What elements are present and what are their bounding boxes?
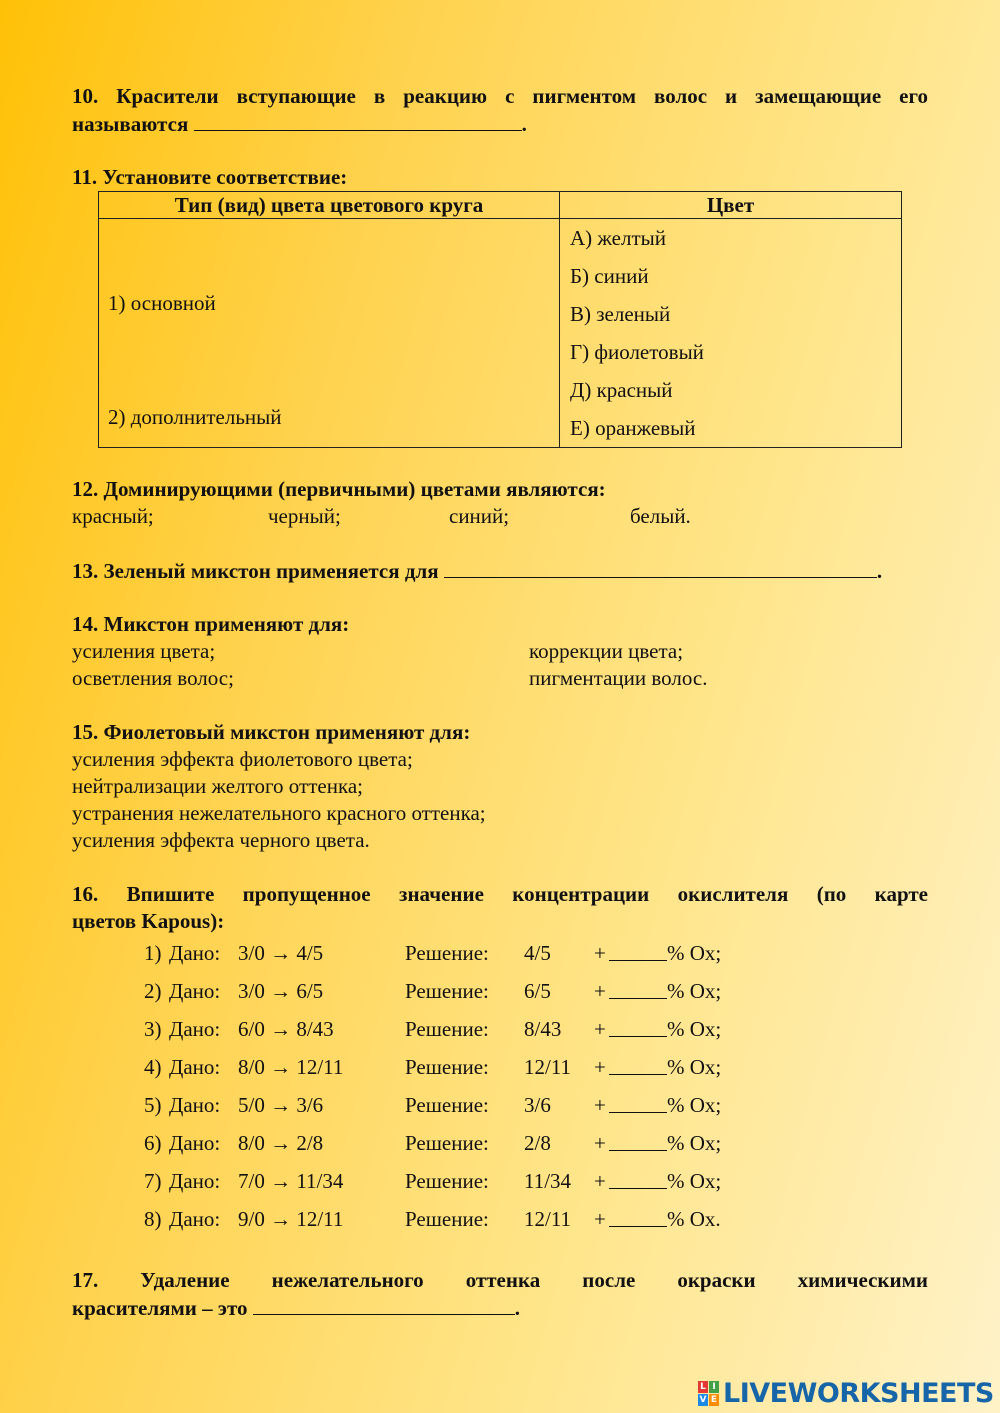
q13-text: 13. Зеленый микстон применяется для [72, 559, 439, 583]
logo-mark-e: E [710, 1394, 718, 1405]
q16-given-value: 6/0 → 8/43 [238, 1017, 334, 1041]
q16-row-num: 3) [144, 1017, 162, 1041]
q16-suffix: % Ox; [667, 1131, 722, 1155]
q14-option-4[interactable]: пигментации волос. [529, 666, 708, 690]
q16-plus: + [594, 941, 606, 965]
header-color: Цвет [560, 192, 902, 219]
logo-text: LIVEWORKSHEETS [723, 1377, 994, 1409]
q16-plus: + [594, 1017, 606, 1041]
q14-title: 14. Микстон применяют для: [72, 612, 350, 636]
q16-solution-value: 11/34 [524, 1169, 572, 1193]
q16-solution-value: 4/5 [524, 941, 551, 965]
q16-answer-input[interactable] [609, 1168, 667, 1189]
q16-solution-label: Решение: [405, 1169, 489, 1193]
matching-table [98, 191, 902, 448]
q16-suffix: % Ox; [667, 1169, 722, 1193]
q16-plus: + [594, 1055, 606, 1079]
q10-line1: 10. Красители вступающие в реакцию с пигментом волос и замещающие его [72, 84, 928, 108]
type-option-2[interactable]: 2) дополнительный [108, 405, 282, 429]
q12-option-1[interactable]: красный; [72, 504, 154, 528]
q11-title: 11. Установите соответствие: [72, 165, 348, 189]
q16-given-label: Дано: [169, 1169, 221, 1193]
q16-solution-value: 6/5 [524, 979, 551, 1003]
color-option-d[interactable]: Д) красный [570, 378, 673, 402]
logo-mark-icon [698, 1381, 719, 1406]
q16-plus: + [594, 1207, 606, 1231]
q16-given-value: 9/0 → 12/11 [238, 1207, 344, 1231]
q17-answer-blank[interactable] [253, 1294, 515, 1315]
q16-row-num: 8) [144, 1207, 162, 1231]
q16-solution-label: Решение: [405, 979, 489, 1003]
q16-solution-value: 8/43 [524, 1017, 562, 1041]
q16-plus: + [594, 1169, 606, 1193]
q16-plus: + [594, 1093, 606, 1117]
q16-answer-input[interactable] [609, 940, 667, 961]
q14-option-2[interactable]: коррекции цвета; [529, 639, 684, 663]
q16-plus: + [594, 1131, 606, 1155]
q16-row-num: 5) [144, 1093, 162, 1117]
q16-solution-label: Решение: [405, 1093, 489, 1117]
q13-end: . [876, 559, 883, 583]
q16-solution-value: 2/8 [524, 1131, 551, 1155]
q16-given-label: Дано: [169, 979, 221, 1003]
q16-suffix: % Ox; [667, 1093, 722, 1117]
color-option-e[interactable]: Е) оранжевый [570, 416, 696, 440]
q10-line2 [72, 110, 928, 138]
q17-line2 [72, 1294, 928, 1322]
q16-answer-input[interactable] [609, 978, 667, 999]
q16-given-label: Дано: [169, 1131, 221, 1155]
q10-end: . [521, 112, 527, 136]
q15-options [72, 746, 928, 854]
q16-answer-input[interactable] [609, 1130, 667, 1151]
q16-solution-label: Решение: [405, 1207, 489, 1231]
q16-answer-input[interactable] [609, 1092, 667, 1113]
q12-option-4[interactable]: белый. [630, 504, 691, 528]
q10-answer-blank[interactable] [194, 110, 522, 131]
q16-answer-input[interactable] [609, 1054, 667, 1075]
q16-solution-label: Решение: [405, 941, 489, 965]
q15-option-3[interactable]: устранения нежелательного красного оттенка; [72, 801, 486, 825]
q15-option-2[interactable]: нейтрализации желтого оттенка; [72, 774, 363, 798]
q17-end: . [514, 1296, 520, 1320]
logo-mark-i: I [709, 1381, 719, 1393]
q17-text: красителями – это [72, 1296, 248, 1320]
q16-given-label: Дано: [169, 1055, 221, 1079]
colors-cell [560, 219, 902, 448]
q16-row-num: 6) [144, 1131, 162, 1155]
q17-line1: 17. Удаление нежелательного оттенка после окраски химическими [72, 1268, 928, 1292]
question-10 [72, 83, 928, 138]
q14-options [72, 638, 928, 692]
q16-solution-label: Решение: [405, 1131, 489, 1155]
q16-given-label: Дано: [169, 1207, 221, 1231]
type-option-1[interactable]: 1) основной [108, 291, 216, 315]
liveworksheets-logo [698, 1378, 994, 1408]
question-16 [72, 881, 928, 935]
q16-row-num: 7) [144, 1169, 162, 1193]
q16-row-num: 2) [144, 979, 162, 1003]
q16-plus: + [594, 979, 606, 1003]
q15-option-4[interactable]: усиления эффекта черного цвета. [72, 828, 370, 852]
q16-given-label: Дано: [169, 1017, 221, 1041]
q16-given-value: 7/0 → 11/34 [238, 1169, 344, 1193]
q16-suffix: % Ox; [667, 1055, 722, 1079]
q16-solution-label: Решение: [405, 1055, 489, 1079]
color-option-b[interactable]: Б) синий [570, 264, 649, 288]
question-13 [72, 557, 928, 585]
q16-answer-input[interactable] [609, 1016, 667, 1037]
q16-solution-value: 3/6 [524, 1093, 551, 1117]
header-type: Тип (вид) цвета цветового круга [99, 192, 560, 219]
q16-suffix: % Ox; [667, 979, 722, 1003]
q16-suffix: % Ox. [667, 1207, 721, 1231]
q16-line2: цветов Kapous): [72, 909, 225, 933]
q16-solution-value: 12/11 [524, 1207, 572, 1231]
q16-given-value: 5/0 → 3/6 [238, 1093, 324, 1117]
q15-title: 15. Фиолетовый микстон применяют для: [72, 720, 471, 744]
logo-mark-v: V [699, 1394, 707, 1405]
q14-option-3[interactable]: осветления волос; [72, 666, 234, 690]
q13-answer-blank[interactable] [444, 557, 877, 578]
q12-option-2[interactable]: черный; [268, 504, 341, 528]
q16-given-value: 8/0 → 12/11 [238, 1055, 344, 1079]
types-cell [99, 219, 560, 448]
q16-solution-label: Решение: [405, 1017, 489, 1041]
q16-solution-value: 12/11 [524, 1055, 572, 1079]
q16-given-value: 3/0 → 4/5 [238, 941, 324, 965]
q16-given-label: Дано: [169, 941, 221, 965]
q14-option-1[interactable]: усиления цвета; [72, 639, 216, 663]
q16-given-label: Дано: [169, 1093, 221, 1117]
q16-suffix: % Ox; [667, 941, 722, 965]
q12-option-3[interactable]: синий; [449, 504, 510, 528]
question-17 [72, 1267, 928, 1322]
q12-title: 12. Доминирующими (первичными) цветами являются: [72, 477, 606, 501]
color-option-a[interactable]: А) желтый [570, 226, 666, 250]
q16-row-num: 4) [144, 1055, 162, 1079]
q16-answer-input[interactable] [609, 1206, 667, 1227]
logo-mark-l: L [698, 1381, 708, 1393]
q16-given-value: 8/0 → 2/8 [238, 1131, 324, 1155]
q16-suffix: % Ox; [667, 1017, 722, 1041]
color-option-v[interactable]: В) зеленый [570, 302, 671, 326]
q12-options [72, 503, 928, 530]
q15-option-1[interactable]: усиления эффекта фиолетового цвета; [72, 747, 413, 771]
q16-given-value: 3/0 → 6/5 [238, 979, 324, 1003]
q10-text: называются [72, 112, 189, 136]
q16-line1: 16. Впишите пропущенное значение концентрации окислителя (по карте [72, 882, 928, 906]
color-option-g[interactable]: Г) фиолетовый [570, 340, 704, 364]
q16-row-num: 1) [144, 941, 162, 965]
